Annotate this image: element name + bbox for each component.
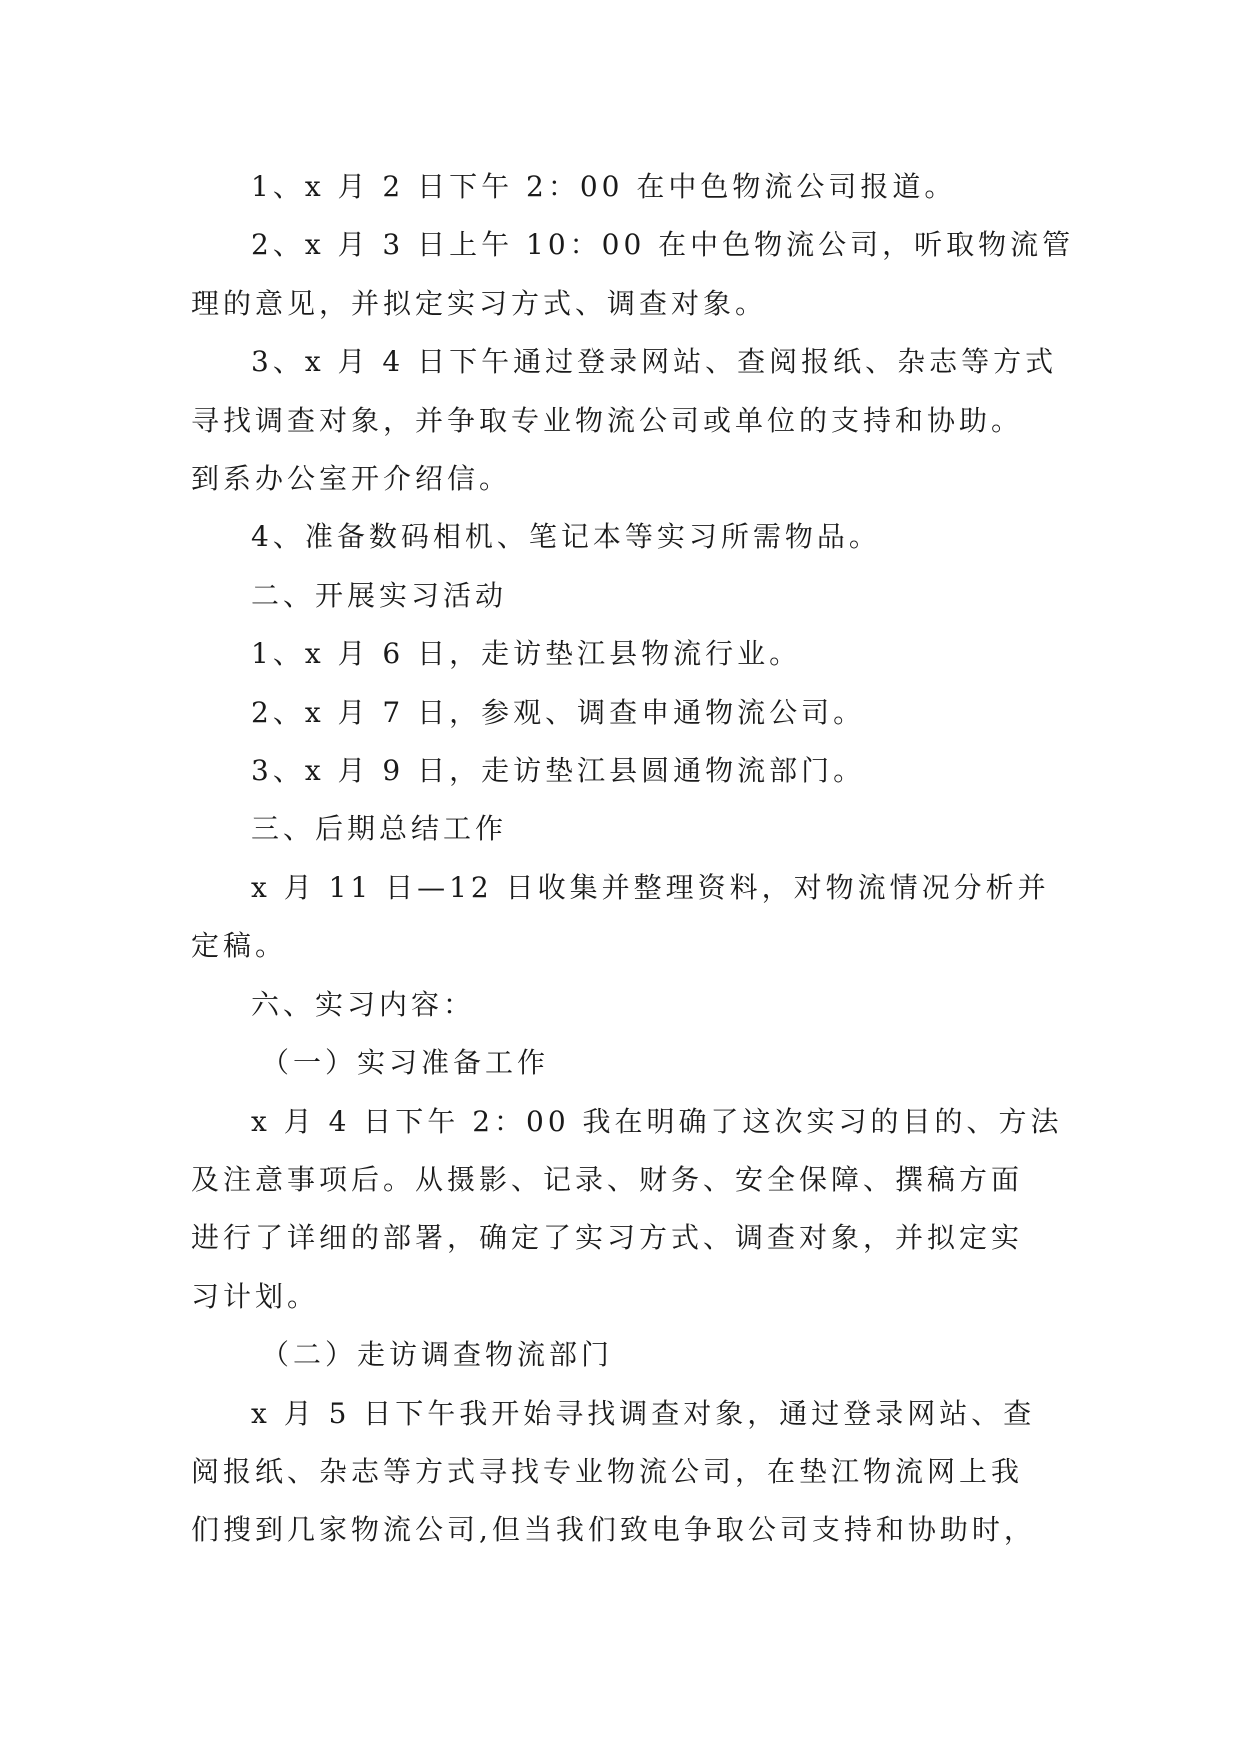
text-line: 寻找调查对象，并争取专业物流公司或单位的支持和协助。	[191, 403, 1024, 437]
text-line: 进行了详细的部署，确定了实习方式、调查对象，并拟定实	[191, 1221, 1024, 1255]
text-line: 阅报纸、杂志等方式寻找专业物流公司，在垫江物流网上我	[191, 1454, 1024, 1488]
text-line: 2、x 月 7 日，参观、调查申通物流公司。	[251, 695, 866, 729]
text-line: x 月 5 日下午我开始寻找调查对象，通过登录网站、查	[251, 1396, 1036, 1430]
text-line: 及注意事项后。从摄影、记录、财务、安全保障、撰稿方面	[191, 1162, 1024, 1196]
section-heading: 三、后期总结工作	[251, 812, 508, 846]
text-line: x 月 4 日下午 2：00 我在明确了这次实习的目的、方法	[251, 1104, 1063, 1138]
text-line: 3、x 月 4 日下午通过登录网站、查阅报纸、杂志等方式	[251, 345, 1058, 379]
text-line: 们搜到几家物流公司,但当我们致电争取公司支持和协助时，	[191, 1513, 1036, 1547]
section-heading: 二、开展实习活动	[251, 578, 508, 612]
text-line: 到系办公室开介绍信。	[191, 462, 512, 496]
text-line: 1、x 月 6 日，走访垫江县物流行业。	[251, 637, 802, 671]
subsection-heading: （一）实习准备工作	[261, 1046, 550, 1080]
text-line: 1、x 月 2 日下午 2：00 在中色物流公司报道。	[251, 170, 957, 203]
document-body	[191, 158, 1075, 1560]
text-line: 3、x 月 9 日，走访垫江县圆通物流部门。	[251, 754, 866, 788]
text-line: 2、x 月 3 日上午 10：00 在中色物流公司，听取物流管	[251, 228, 1075, 262]
text-line: 定稿。	[191, 929, 288, 963]
text-line: x 月 11 日—12 日收集并整理资料，对物流情况分析并	[251, 870, 1050, 904]
text-line: 习计划。	[191, 1279, 320, 1313]
section-heading: 六、实习内容：	[251, 987, 476, 1021]
subsection-heading: （二）走访调查物流部门	[261, 1338, 614, 1372]
text-line: 4、准备数码相机、笔记本等实习所需物品。	[251, 520, 881, 554]
text-line: 理的意见，并拟定实习方式、调查对象。	[191, 286, 768, 320]
